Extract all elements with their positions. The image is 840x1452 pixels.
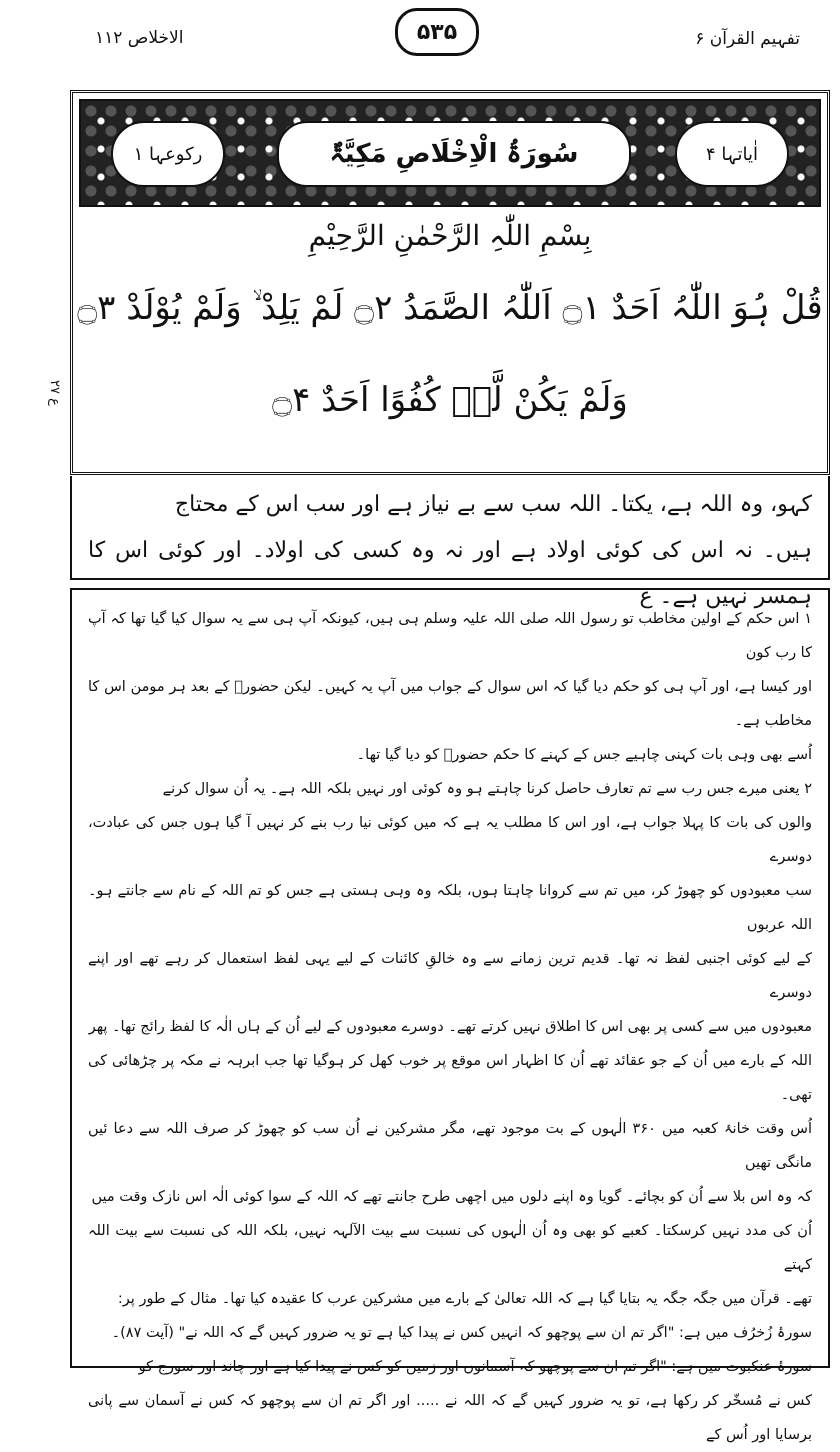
surah-title: سُورَۃُ الْاِخْلَاصِ مَکِیَّۃٌ	[329, 139, 579, 169]
commentary-box	[70, 588, 830, 1443]
commentary-line: کہ وہ اس بلا سے اُن کو بچائے۔ گویا وہ اپنے دلوں میں اچھی طرح جانتے تھے کہ اللہ کے سوا کوئی الٰہ اس نازک وقت میں	[91, 1189, 812, 1205]
commentary-line: تھے۔ قرآن میں جگہ جگہ یہ بتایا گیا ہے کہ اللہ تعالیٰ کے بارے میں مشرکین عرب کا عقیدہ کیا تھا۔ مثال کے طور پر:	[117, 1291, 812, 1307]
ayah-line-2: وَلَمْ یَکُنْ لَّہٗ کُفُوًا اَحَدٌ ۝۴	[272, 380, 628, 420]
commentary-line: سورۂ زُخرُف میں ہے: "اگر تم ان سے پوچھو کہ انہیں کس نے پیدا کیا ہے تو یہ ضرور کہیں گے کہ اللہ نے" (آیت ۸۷)۔	[111, 1325, 812, 1341]
commentary-line: ۲ یعنی میرے جس رب سے تم تعارف حاصل کرنا چاہتے ہو وہ کوئی اور نہیں بلکہ اللہ ہے۔ یہ اُن سوال کرنے	[162, 781, 812, 797]
translation-line: ہیں۔ نہ اس کی کوئی اولاد ہے اور نہ وہ کسی کی اولاد۔ اور کوئی اس کا ہمسر نہیں ہے۔ ع	[88, 538, 812, 609]
page-header	[0, 8, 840, 58]
commentary-line: سب معبودوں کو چھوڑ کر، میں تم سے کروانا چاہتا ہوں، بلکہ وہ وہی ہستی ہے جس کو تم اللہ کے نام سے جانتے ہو۔ اللہ عربوں	[88, 883, 812, 933]
ruku-margin-note: ع ۲۷	[47, 380, 62, 406]
bismillah: بِسْمِ اللّٰہِ الرَّحْمٰنِ الرَّحِیْمِ	[308, 219, 592, 252]
translation-box	[70, 476, 830, 609]
commentary-line: اُسے بھی وہی بات کہنی چاہیے جس کے کہنے کا حکم حضورؐ کو دیا گیا تھا۔	[356, 747, 812, 763]
commentary-line: معبودوں میں سے کسی پر بھی اس کا اطلاق نہیں کرتے تھے۔ دوسرے معبودوں کے لیے اُن کے ہاں الٰہ کا لفظ رائج تھا۔ پھر	[88, 1019, 812, 1035]
page-number: ۵۳۵	[416, 19, 458, 45]
quran-text-frame	[70, 90, 830, 475]
commentary-line: ۱ اس حکم کے اولین مخاطب تو رسول اللہ صلی اللہ علیہ وسلم ہی ہیں، کیونکہ آپ ہی سے یہ سوال کیا گیا تھا کہ آپ کا رب کون	[88, 611, 812, 661]
header-book-title: تفہیم القرآن ۶	[695, 29, 800, 49]
surah-banner	[79, 99, 821, 207]
commentary-line: اُس وقت خانۂ کعبہ میں ۳۶۰ الٰہوں کے بت موجود تھے، مگر مشرکین نے اُن سب کو چھوڑ کر صرف اللہ سے دعا ئیں مانگی تھیں	[88, 1121, 812, 1171]
ruku-count: رکوعہا ۱	[133, 143, 203, 165]
ayah-line-1: قُلْ ہُوَ اللّٰہُ اَحَدٌ ۝۱ اَللّٰہُ الصَّمَدُ ۝۲ لَمْ یَلِدْ ۙ وَلَمْ یُوْلَدْ ۝۳	[77, 288, 823, 328]
page-number-badge	[395, 8, 479, 56]
ayat-count: اٰیاتہا ۴	[706, 143, 758, 165]
commentary-line: سورۂ عنکبوت میں ہے: "اگر تم ان سے پوچھو کہ آسمانوں اور زمین کو کس نے پیدا کیا ہے اور چاند اور سورج کو	[138, 1359, 812, 1375]
commentary-line: اور کیسا ہے، اور آپ ہی کو حکم دیا گیا کہ اس سوال کے جواب میں آپ یہ کہیں۔ لیکن حضورؐ کے بعد ہر مومن اس کا مخاطب ہے۔	[88, 679, 812, 729]
header-surah-ref: الاخلاص ۱۱۲	[95, 28, 184, 48]
ayat-count-cartouche	[675, 121, 789, 187]
ruku-count-cartouche	[111, 121, 225, 187]
commentary-line: کے لیے کوئی اجنبی لفظ نہ تھا۔ قدیم ترین زمانے سے وہ خالقِ کائنات کے لیے یہی لفظ استعمال کر رہے تھے اور اپنے دوسرے	[88, 951, 812, 1001]
commentary-line: والوں کی بات کا پہلا جواب ہے، اور اس کا مطلب یہ ہے کہ میں کوئی نیا رب بنے کر نہیں آ گیا ہوں جس کی عبادت، دوسرے	[88, 815, 812, 865]
commentary-line: اللہ کے بارے میں اُن کے جو عقائد تھے اُن کا اظہار اس موقع پر خوب کھل کر ہوگیا تھا جب ابرہہ نے مکہ پر چڑھائی کی تھی۔	[88, 1053, 812, 1103]
surah-title-cartouche	[277, 121, 631, 187]
commentary-line: کس نے مُسخّر کر رکھا ہے، تو یہ ضرور کہیں گے کہ اللہ نے ..... اور اگر تم ان سے پوچھو کہ کس نے آسمان سے پانی برسایا اور اُس کے	[88, 1393, 812, 1443]
translation-line: کہو، وہ اللہ ہے، یکتا۔ اللہ سب سے بے نیاز ہے اور سب اس کے محتاج	[174, 492, 812, 517]
commentary-line: اُن کی مدد نہیں کرسکتا۔ کعبے کو بھی وہ اُن الٰہوں کی نسبت سے بیت الآلہہ نہیں، بلکہ اللہ کی نسبت سے بیت اللہ کہتے	[88, 1223, 812, 1273]
